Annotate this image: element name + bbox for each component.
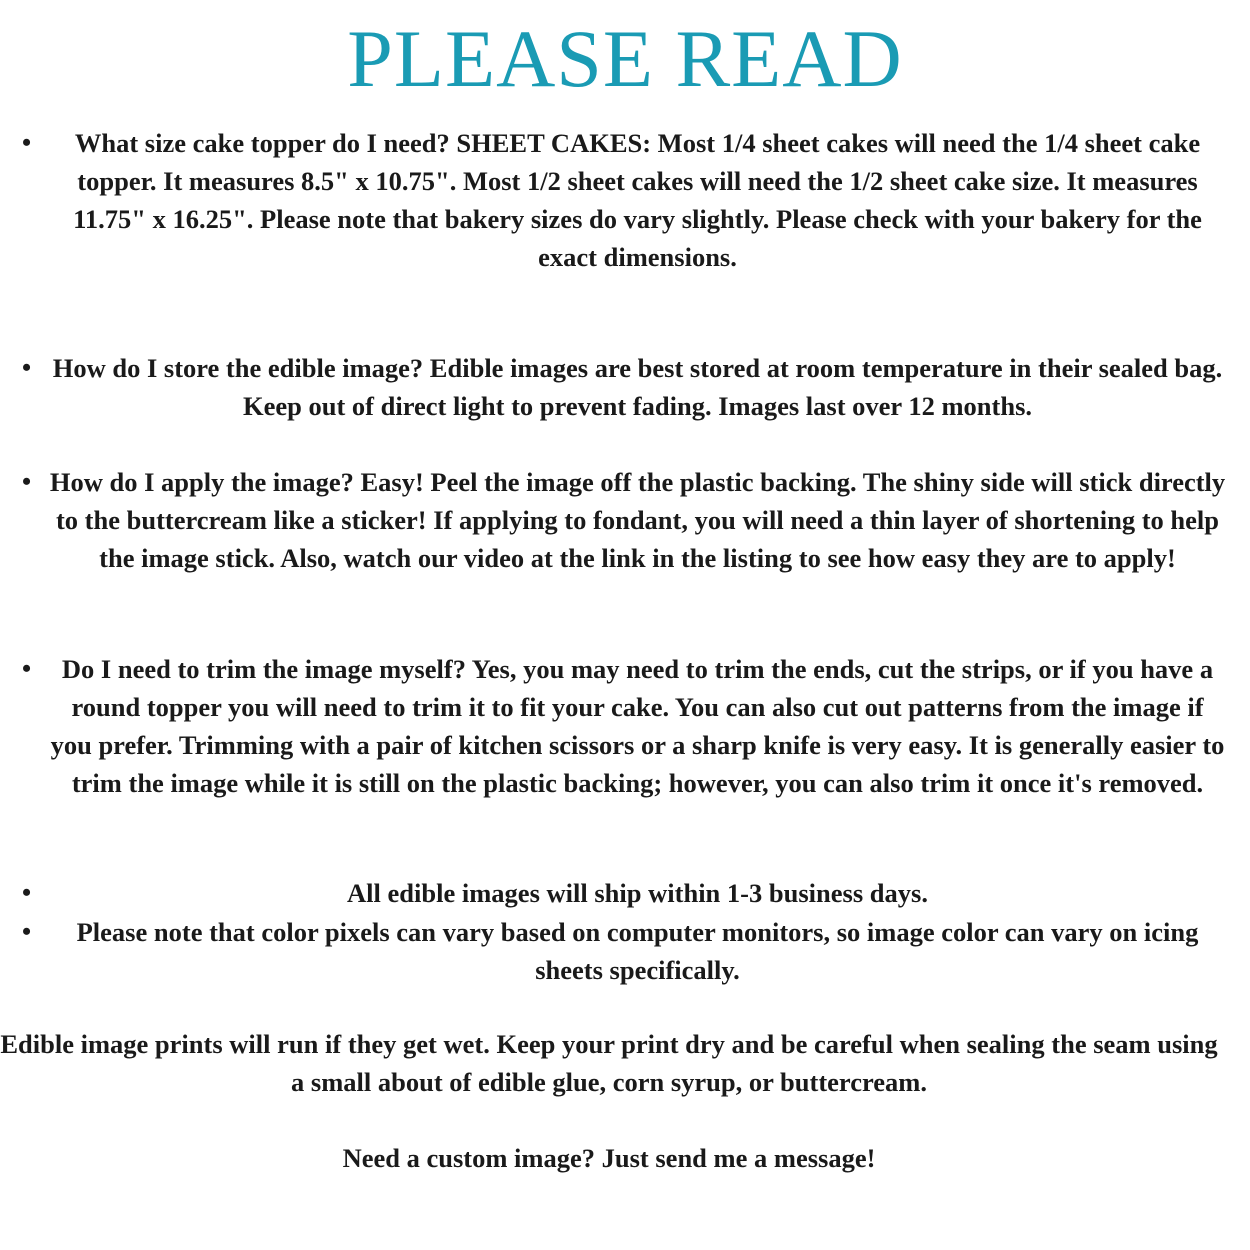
bullet-icon: •	[22, 353, 32, 382]
faq-item-topper-size	[22, 124, 1227, 276]
bullet-icon: •	[22, 128, 32, 157]
faq-item-text: What size cake topper do I need? SHEET CAKES: Most 1/4 sheet cakes will need the 1/4 sheet cake topper. It measures 8.5" x 10.75". Most 1/2 sheet cakes will need the 1/2 sheet cake size. It measures 11.75" x 16.25". Please note that bakery sizes do vary slightly. Please check with your bakery for the exact dimensions.	[73, 128, 1202, 272]
faq-item-text: How do I store the edible image? Edible images are best stored at room temperature in their sealed bag. Keep out of direct light to prevent fading. Images last over 12 months.	[52, 353, 1223, 421]
page-title: PLEASE READ	[347, 13, 903, 104]
bullet-icon: •	[22, 917, 32, 946]
faq-item-text: Do I need to trim the image myself? Yes, you may need to trim the ends, cut the strips, or if you have a round topper you will need to trim it to fit your cake. You can also cut out patterns from the image if you prefer. Trimming with a pair of kitchen scissors or a sharp knife is very easy. It is generally easier to trim the image while it is still on the plastic backing; however, you can also trim it once it's removed.	[50, 654, 1225, 798]
faq-item-text: All edible images will ship within 1-3 business days.	[347, 878, 928, 908]
faq-item-shipping	[22, 874, 1227, 912]
wet-warning-note: Edible image prints will run if they get wet. Keep your print dry and be careful when sealing the seam using a small about of edible glue, corn syrup, or buttercream.	[0, 1029, 1218, 1097]
faq-item-text: Please note that color pixels can vary based on computer monitors, so image color can vary on icing sheets specifically.	[76, 917, 1199, 985]
faq-item-color-note	[22, 913, 1227, 989]
faq-item-text: How do I apply the image? Easy! Peel the image off the plastic backing. The shiny side will stick directly to the buttercream like a sticker! If applying to fondant, you will need a thin layer of shortening to help the image stick. Also, watch our video at the link in the listing to see how easy they are to apply!	[49, 467, 1226, 573]
faq-item-storage	[22, 349, 1227, 425]
bullet-icon: •	[22, 878, 32, 907]
faq-item-apply	[22, 463, 1227, 577]
bullet-icon: •	[22, 654, 32, 683]
bullet-icon: •	[22, 467, 32, 496]
faq-item-trim	[22, 650, 1227, 802]
custom-request-note: Need a custom image? Just send me a message!	[342, 1143, 876, 1173]
